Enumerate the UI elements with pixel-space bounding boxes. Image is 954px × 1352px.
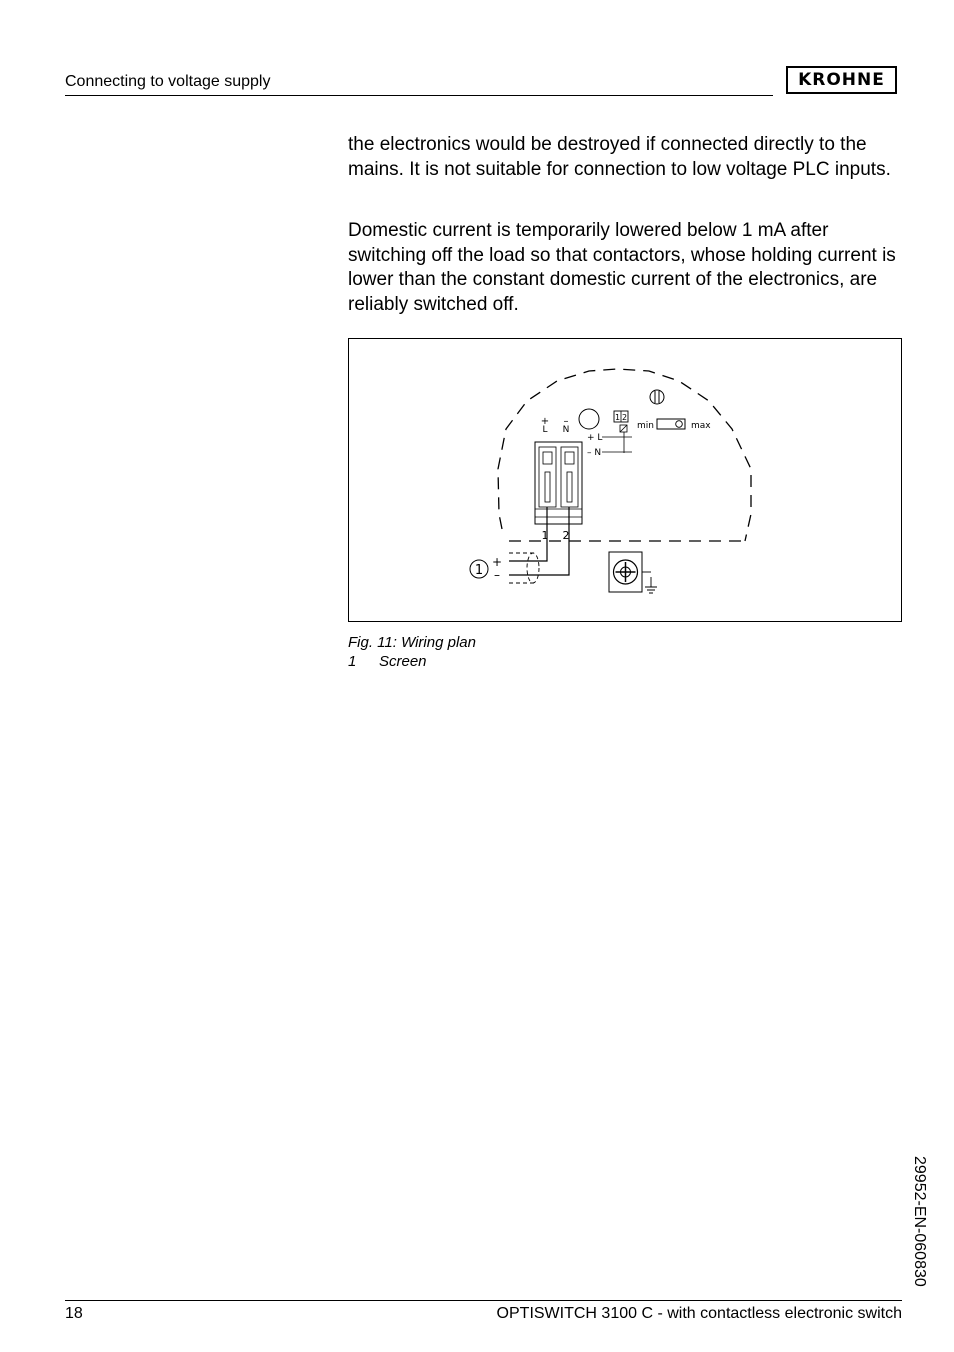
- figure-caption: Fig. 11: Wiring plan: [348, 634, 476, 651]
- terminal-l-label: L: [542, 425, 548, 435]
- terminal-n-sign: –: [563, 416, 569, 427]
- document-id: 29952-EN-060830: [911, 1156, 928, 1287]
- cable-minus: –: [494, 568, 500, 582]
- max-label: max: [691, 421, 711, 431]
- terminal-block: [535, 442, 582, 524]
- page-number: 18: [65, 1305, 83, 1322]
- terminal-n-label: N: [562, 425, 570, 435]
- min-max-slider: [657, 419, 685, 429]
- screw-icon: [650, 390, 664, 404]
- terminal-l-sign: +: [540, 416, 550, 427]
- cable-screen: [527, 553, 539, 583]
- svg-text:2: 2: [621, 413, 628, 422]
- footer-rule: [65, 1300, 902, 1301]
- terminal-num-1: 1: [541, 529, 549, 542]
- cable-plus: +: [491, 555, 503, 569]
- body-paragraph-2: Domestic current is temporarily lowered below 1 mA after switching off the load so that contactors, whose holding current is lower than the constant domestic current of the electronics, are reliably switched off.: [348, 220, 896, 315]
- plus-l-label: + L: [587, 433, 603, 443]
- legend-number: 1: [348, 653, 357, 670]
- body-paragraph-1: the electronics would be destroyed if connected directly to the mains. It is not suitable for connection to low voltage PLC inputs.: [348, 134, 891, 180]
- wiring-diagram: [349, 339, 903, 623]
- svg-text:1: 1: [614, 413, 621, 422]
- wiring-plan-figure: [348, 338, 902, 622]
- housing-outline: [498, 369, 751, 541]
- min-label: min: [637, 421, 654, 431]
- legend-label: Screen: [379, 653, 427, 670]
- krohne-logo: KROHNE: [786, 66, 897, 94]
- header-section-title: Connecting to voltage supply: [65, 73, 271, 90]
- ground-icon: [645, 577, 657, 593]
- indicator-circle: [579, 409, 599, 429]
- callout-1-number: 1: [474, 563, 484, 578]
- footer-product-title: OPTISWITCH 3100 C - with contactless electronic switch: [496, 1305, 902, 1322]
- terminal-num-2: 2: [562, 529, 570, 542]
- minus-n-label: – N: [587, 448, 602, 458]
- header-rule: [65, 95, 773, 96]
